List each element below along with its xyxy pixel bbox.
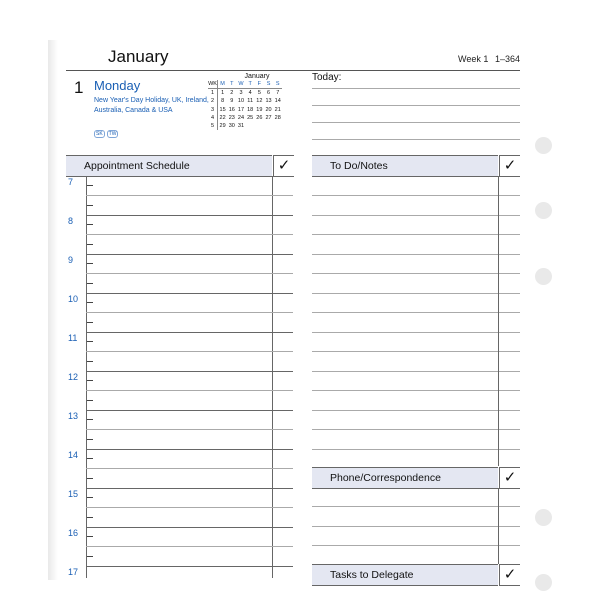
half-hour-tick bbox=[87, 478, 93, 479]
today-write-line bbox=[312, 105, 520, 106]
half-hour-tick bbox=[87, 263, 93, 264]
mini-calendar-day: 24 bbox=[237, 114, 245, 121]
appointment-line bbox=[86, 195, 293, 196]
mini-calendar-week-number: 4 bbox=[208, 114, 218, 122]
page-edge-shadow bbox=[48, 40, 58, 580]
schedule-title: Appointment Schedule bbox=[84, 160, 190, 172]
notes-write-line bbox=[312, 195, 520, 196]
mini-calendar-head-cell: S bbox=[273, 80, 282, 89]
mini-calendar-week-number: 2 bbox=[208, 97, 218, 105]
punch-hole bbox=[535, 574, 552, 591]
appointment-line bbox=[86, 546, 293, 547]
appointment-line bbox=[86, 351, 293, 352]
mini-calendar-day: 20 bbox=[265, 106, 272, 113]
half-hour-tick bbox=[87, 380, 93, 381]
punch-hole bbox=[535, 202, 552, 219]
check-column-rule bbox=[498, 488, 499, 564]
punch-hole bbox=[535, 137, 552, 154]
mini-calendar-week-number: 3 bbox=[208, 106, 218, 114]
mini-calendar-week-number: 5 bbox=[208, 122, 218, 130]
half-hour-tick bbox=[87, 341, 93, 342]
hour-label: 12 bbox=[68, 372, 79, 382]
mini-calendar-day: 23 bbox=[228, 114, 235, 121]
weekday-label: Monday bbox=[94, 78, 141, 93]
hour-label: 16 bbox=[68, 528, 79, 538]
mini-calendar-day: 15 bbox=[219, 106, 226, 113]
mini-calendar-day bbox=[273, 122, 282, 130]
mini-calendar-grid bbox=[208, 80, 282, 130]
mini-calendar-head-cell: M bbox=[218, 80, 228, 89]
mini-calendar-head-cell: S bbox=[264, 80, 273, 89]
mini-calendar-day: 19 bbox=[256, 106, 263, 113]
appointment-line bbox=[86, 273, 293, 274]
appointment-line bbox=[86, 566, 293, 567]
phone-check-icon: ✓ bbox=[499, 467, 520, 489]
mini-calendar-day: 7 bbox=[276, 90, 280, 97]
mini-calendar-head-cell: W bbox=[238, 81, 244, 87]
mini-calendar-day: 31 bbox=[237, 123, 245, 130]
appointment-line bbox=[86, 215, 293, 216]
punch-hole bbox=[535, 509, 552, 526]
region-badges bbox=[94, 122, 120, 140]
notes-write-line bbox=[312, 215, 520, 216]
mini-calendar-day bbox=[246, 122, 255, 130]
hour-label: 17 bbox=[68, 567, 79, 577]
appointment-line bbox=[86, 488, 293, 489]
punch-hole bbox=[535, 268, 552, 285]
day-count: 1–364 bbox=[495, 54, 521, 64]
todo-header bbox=[312, 155, 498, 177]
mini-calendar-day: 5 bbox=[257, 90, 261, 97]
appointment-line bbox=[86, 234, 293, 235]
mini-calendar-day: 12 bbox=[256, 98, 263, 105]
half-hour-tick bbox=[87, 224, 93, 225]
half-hour-tick bbox=[87, 283, 93, 284]
today-write-line bbox=[312, 122, 520, 123]
half-hour-tick bbox=[87, 244, 93, 245]
tasks-header bbox=[312, 564, 498, 586]
mini-calendar-day: 16 bbox=[228, 106, 235, 113]
notes-write-line bbox=[312, 254, 520, 255]
half-hour-tick bbox=[87, 400, 93, 401]
phone-write-line bbox=[312, 545, 520, 546]
mini-calendar-day: 30 bbox=[228, 123, 235, 130]
today-write-line bbox=[312, 88, 520, 89]
mini-calendar-day: 14 bbox=[274, 98, 281, 105]
mini-calendar-head-cell: T bbox=[246, 80, 255, 89]
mini-calendar-day: 21 bbox=[274, 106, 281, 113]
notes-write-line bbox=[312, 351, 520, 352]
mini-calendar-day: 28 bbox=[274, 114, 281, 121]
mini-calendar-day: 26 bbox=[256, 114, 263, 121]
mini-calendar-head-cell: WK bbox=[208, 81, 217, 87]
tasks-check-icon: ✓ bbox=[499, 564, 520, 586]
mini-calendar-day: 9 bbox=[230, 98, 234, 105]
hour-label: 7 bbox=[68, 177, 74, 187]
mini-calendar-day: 3 bbox=[239, 90, 243, 97]
region-badge: SK bbox=[96, 131, 103, 137]
hour-label: 11 bbox=[68, 333, 78, 343]
notes-write-line bbox=[312, 332, 520, 333]
mini-calendar-day: 29 bbox=[219, 123, 226, 130]
half-hour-tick bbox=[87, 419, 93, 420]
mini-calendar-day: 1 bbox=[221, 90, 225, 97]
today-write-line bbox=[312, 139, 520, 140]
schedule-header bbox=[66, 155, 272, 177]
mini-calendar-day: 8 bbox=[221, 98, 225, 105]
notes-write-line bbox=[312, 390, 520, 391]
notes-write-line bbox=[312, 293, 520, 294]
appointment-line bbox=[86, 429, 293, 430]
mini-calendar-day: 25 bbox=[247, 114, 254, 121]
mini-calendar-day: 4 bbox=[248, 90, 252, 97]
today-label: Today: bbox=[312, 72, 342, 83]
half-hour-tick bbox=[87, 497, 93, 498]
mini-calendar-day: 13 bbox=[265, 98, 272, 105]
appointment-line bbox=[86, 410, 293, 411]
notes-write-line bbox=[312, 371, 520, 372]
mini-calendar-head-cell: T bbox=[227, 80, 236, 89]
half-hour-tick bbox=[87, 536, 93, 537]
mini-calendar-day: 11 bbox=[247, 98, 254, 105]
mini-calendar-day: 17 bbox=[237, 106, 245, 113]
appointment-line bbox=[86, 468, 293, 469]
appointment-line bbox=[86, 527, 293, 528]
appointment-line bbox=[86, 449, 293, 450]
notes-write-line bbox=[312, 410, 520, 411]
tasks-title: Tasks to Delegate bbox=[330, 569, 414, 581]
half-hour-tick bbox=[87, 185, 93, 186]
half-hour-tick bbox=[87, 322, 93, 323]
hour-label: 10 bbox=[68, 294, 79, 304]
schedule-check-icon: ✓ bbox=[273, 155, 294, 177]
week-label: Week 1 bbox=[458, 54, 489, 64]
schedule-column-rule bbox=[272, 176, 273, 578]
mini-calendar-title: January bbox=[244, 73, 270, 80]
hour-label: 14 bbox=[68, 450, 79, 460]
mini-calendar-head-cell: F bbox=[255, 80, 264, 89]
date-number: 1 bbox=[74, 78, 84, 97]
notes-write-line bbox=[312, 429, 520, 430]
notes-write-line bbox=[312, 312, 520, 313]
notes-write-line bbox=[312, 234, 520, 235]
phone-write-line bbox=[312, 506, 520, 507]
phone-title: Phone/Correspondence bbox=[330, 472, 441, 484]
check-column-rule bbox=[498, 176, 499, 466]
half-hour-tick bbox=[87, 517, 93, 518]
half-hour-tick bbox=[87, 302, 93, 303]
hour-label: 15 bbox=[68, 489, 79, 499]
hour-label: 9 bbox=[68, 255, 74, 265]
mini-calendar-day: 10 bbox=[237, 98, 245, 105]
mini-calendar-week-number: 1 bbox=[208, 89, 218, 98]
mini-calendar-day bbox=[255, 122, 264, 130]
half-hour-tick bbox=[87, 556, 93, 557]
half-hour-tick bbox=[87, 205, 93, 206]
half-hour-tick bbox=[87, 361, 93, 362]
hour-label: 13 bbox=[68, 411, 79, 421]
header-rule bbox=[66, 70, 520, 71]
month-title: January bbox=[108, 47, 169, 66]
region-badge: TW bbox=[108, 131, 117, 137]
half-hour-tick bbox=[87, 439, 93, 440]
todo-check-icon: ✓ bbox=[499, 155, 520, 177]
mini-calendar-day bbox=[264, 122, 273, 130]
appointment-line bbox=[86, 332, 293, 333]
appointment-line bbox=[86, 293, 293, 294]
mini-calendar-day: 6 bbox=[267, 90, 271, 97]
appointment-line bbox=[86, 254, 293, 255]
mini-calendar-day: 22 bbox=[219, 114, 226, 121]
notes-write-line bbox=[312, 273, 520, 274]
hour-label: 8 bbox=[68, 216, 74, 226]
phone-write-line bbox=[312, 526, 520, 527]
holiday-note: New Year's Day Holiday, UK, Ireland, Australia, Canada & USA bbox=[94, 97, 209, 114]
appointment-line bbox=[86, 371, 293, 372]
todo-title: To Do/Notes bbox=[330, 160, 388, 172]
mini-calendar-day: 2 bbox=[230, 90, 234, 97]
half-hour-tick bbox=[87, 458, 93, 459]
mini-calendar-day: 27 bbox=[265, 114, 272, 121]
mini-calendar-day: 18 bbox=[247, 106, 254, 113]
notes-write-line bbox=[312, 449, 520, 450]
appointment-line bbox=[86, 312, 293, 313]
phone-header bbox=[312, 467, 498, 489]
mini-calendar bbox=[208, 73, 294, 130]
appointment-line bbox=[86, 390, 293, 391]
appointment-line bbox=[86, 507, 293, 508]
